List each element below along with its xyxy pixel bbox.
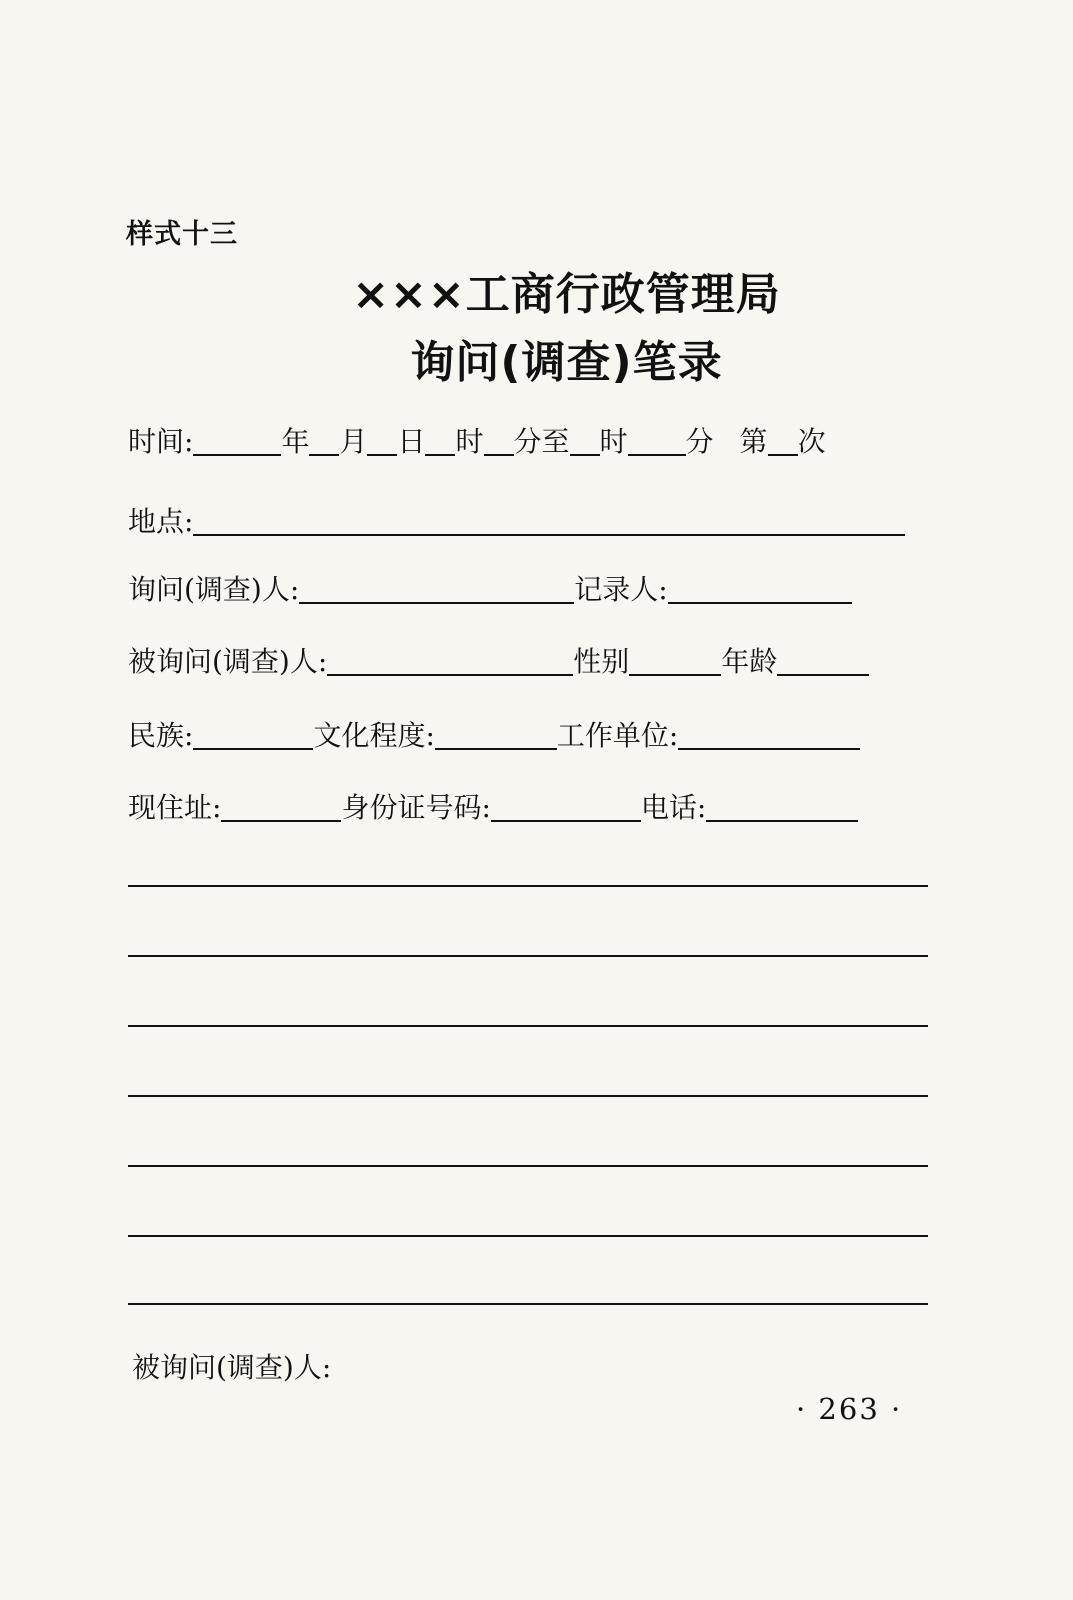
minute-to-label: 分至 (513, 425, 570, 458)
place-row (128, 500, 905, 540)
gender-label: 性别 (573, 645, 630, 678)
age-blank[interactable] (777, 674, 869, 676)
page-number: · 263 · (796, 1392, 903, 1426)
writing-line[interactable] (128, 1025, 928, 1027)
writing-line[interactable] (128, 1165, 928, 1167)
subject-label: 被询问(调查)人: (128, 645, 328, 678)
sequence-label: 第 (739, 425, 768, 458)
subject-blank[interactable] (327, 674, 573, 676)
recorder-label: 记录人: (574, 573, 668, 606)
bureau-title: ×××工商行政管理局 (352, 269, 781, 320)
address-label: 现住址: (128, 791, 222, 824)
writing-line[interactable] (128, 1235, 928, 1237)
time-row (128, 420, 826, 460)
year-label: 年 (281, 425, 310, 458)
age-label: 年龄 (721, 645, 778, 678)
hour-blank[interactable] (425, 454, 455, 456)
end-minute-label: 分 (685, 425, 714, 458)
end-hour-blank[interactable] (570, 454, 600, 456)
end-minute-blank[interactable] (628, 454, 686, 456)
inquirer-label: 询问(调查)人: (128, 573, 300, 606)
id-blank[interactable] (491, 820, 641, 822)
time-label: 时间: (128, 425, 194, 458)
month-label: 月 (339, 425, 368, 458)
hour-label: 时 (455, 425, 484, 458)
times-label: 次 (797, 425, 826, 458)
workplace-label: 工作单位: (556, 719, 679, 752)
writing-line[interactable] (128, 1303, 928, 1305)
place-label: 地点: (128, 505, 194, 538)
writing-line[interactable] (128, 955, 928, 957)
form-style-label: 样式十三 (126, 219, 238, 250)
month-blank[interactable] (309, 454, 339, 456)
address-blank[interactable] (221, 820, 341, 822)
recorder-blank[interactable] (668, 602, 852, 604)
ethnicity-label: 民族: (128, 719, 194, 752)
education-label: 文化程度: (313, 719, 435, 752)
gender-blank[interactable] (629, 674, 721, 676)
inquirer-row (128, 568, 852, 608)
signature-label: 被询问(调查)人: (132, 1351, 332, 1384)
subject-row (128, 640, 869, 680)
education-blank[interactable] (435, 748, 557, 750)
phone-blank[interactable] (706, 820, 858, 822)
inquirer-blank[interactable] (299, 602, 574, 604)
ethnicity-row (128, 714, 860, 754)
writing-line[interactable] (128, 1095, 928, 1097)
sequence-blank[interactable] (768, 454, 798, 456)
day-blank[interactable] (367, 454, 397, 456)
address-row (128, 786, 858, 826)
end-hour-label: 时 (599, 425, 628, 458)
year-blank[interactable] (193, 454, 281, 456)
minute-blank[interactable] (484, 454, 514, 456)
ethnicity-blank[interactable] (193, 748, 313, 750)
record-title: 询问(调查)笔录 (410, 337, 723, 388)
workplace-blank[interactable] (678, 748, 860, 750)
id-label: 身份证号码: (341, 791, 491, 824)
place-blank[interactable] (193, 534, 905, 536)
writing-line[interactable] (128, 885, 928, 887)
phone-label: 电话: (640, 791, 707, 824)
day-label: 日 (397, 425, 426, 458)
